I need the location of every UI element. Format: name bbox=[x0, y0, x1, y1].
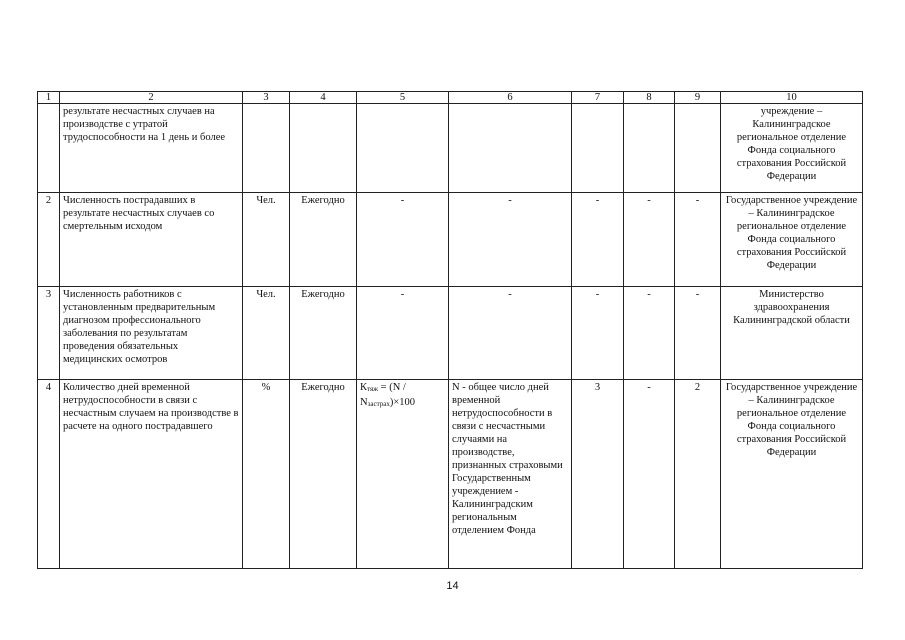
column-header: 3 bbox=[243, 92, 290, 104]
formula-part: )×100 bbox=[389, 397, 415, 408]
column-header: 5 bbox=[357, 92, 449, 104]
description-cell bbox=[449, 104, 572, 193]
indicator-name: Численность пострадавших в результате несчастных случаев со смертельным исходом bbox=[60, 193, 243, 287]
period-cell: Ежегодно bbox=[290, 287, 357, 380]
unit-cell: Чел. bbox=[243, 193, 290, 287]
value-cell: - bbox=[675, 193, 721, 287]
column-header: 4 bbox=[290, 92, 357, 104]
value-cell: - bbox=[572, 287, 624, 380]
formula-subscript: застрах bbox=[367, 400, 390, 408]
indicators-table bbox=[37, 91, 863, 569]
value-cell: 3 bbox=[572, 380, 624, 569]
formula-cell bbox=[357, 104, 449, 193]
value-cell: - bbox=[624, 380, 675, 569]
formula-text bbox=[360, 397, 415, 408]
value-cell: - bbox=[572, 193, 624, 287]
value-cell: - bbox=[624, 287, 675, 380]
column-header: 9 bbox=[675, 92, 721, 104]
column-header: 1 bbox=[38, 92, 60, 104]
formula-cell bbox=[357, 380, 449, 569]
description-cell: - bbox=[449, 193, 572, 287]
value-cell: - bbox=[624, 193, 675, 287]
period-cell: Ежегодно bbox=[290, 380, 357, 569]
formula-text bbox=[360, 382, 406, 393]
row-number: 3 bbox=[38, 287, 60, 380]
formula-subscript: тяж bbox=[367, 385, 379, 393]
indicator-name: Численность работников с установленным предварительным диагнозом профессионального заболевания по результатам проведения обязательных медицинских осмотров bbox=[60, 287, 243, 380]
responsible-cell: Министерство здравоохранения Калининградской области bbox=[721, 287, 863, 380]
unit-cell: Чел. bbox=[243, 287, 290, 380]
table-row bbox=[38, 104, 863, 193]
column-header: 6 bbox=[449, 92, 572, 104]
value-cell bbox=[572, 104, 624, 193]
table-row bbox=[38, 380, 863, 569]
column-header: 7 bbox=[572, 92, 624, 104]
page-number: 14 bbox=[446, 580, 459, 592]
unit-cell: % bbox=[243, 380, 290, 569]
column-header: 8 bbox=[624, 92, 675, 104]
row-number: 2 bbox=[38, 193, 60, 287]
responsible-cell: Государственное учреждение – Калининградское региональное отделение Фонда социального страхования Российской Федерации bbox=[721, 193, 863, 287]
formula-cell: - bbox=[357, 287, 449, 380]
description-cell: N - общее число дней временной нетрудоспособности в связи с несчастными случаями на производстве, признанных страховыми Государственным учреждением - Калининградским региональным отделением Фонда bbox=[449, 380, 572, 569]
value-cell bbox=[624, 104, 675, 193]
indicator-name: результате несчастных случаев на производстве с утратой трудоспособности на 1 день и более bbox=[60, 104, 243, 193]
indicator-name: Количество дней временной нетрудоспособности в связи с несчастным случаем на производстве в расчете на одного пострадавшего bbox=[60, 380, 243, 569]
column-header: 10 bbox=[721, 92, 863, 104]
period-cell bbox=[290, 104, 357, 193]
value-cell: 2 bbox=[675, 380, 721, 569]
responsible-cell: учреждение – Калининградское региональное отделение Фонда социального страхования Российской Федерации bbox=[721, 104, 863, 193]
row-number: 4 bbox=[38, 380, 60, 569]
table-header-row bbox=[38, 92, 863, 104]
unit-cell bbox=[243, 104, 290, 193]
row-number bbox=[38, 104, 60, 193]
period-cell: Ежегодно bbox=[290, 193, 357, 287]
table-row bbox=[38, 193, 863, 287]
description-cell: - bbox=[449, 287, 572, 380]
formula-symbol: N bbox=[360, 397, 368, 408]
formula-part: = (N / bbox=[378, 382, 406, 393]
column-header: 2 bbox=[60, 92, 243, 104]
table-row bbox=[38, 287, 863, 380]
responsible-cell: Государственное учреждение – Калининградское региональное отделение Фонда социального страхования Российской Федерации bbox=[721, 380, 863, 569]
formula-cell: - bbox=[357, 193, 449, 287]
formula-symbol: К bbox=[360, 382, 368, 393]
value-cell bbox=[675, 104, 721, 193]
value-cell: - bbox=[675, 287, 721, 380]
